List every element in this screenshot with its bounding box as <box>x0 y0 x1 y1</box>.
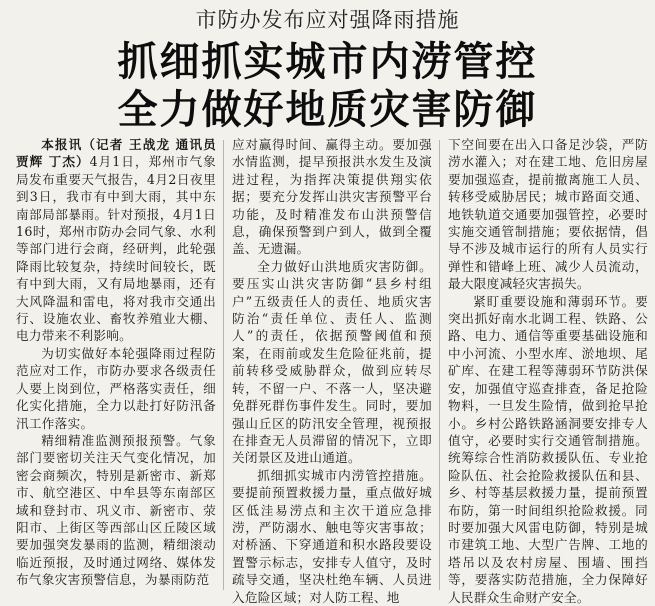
article-paragraph: 紧盯重要设施和薄弱环节。要突出抓好南水北调工程、铁路、公路、电力、通信等重要基础设施和中小河流、小型水库、淤地坝、尾矿库、在建工程等薄弱环节防洪保安，加强值守巡查排查，备足抢险物料，一旦发生险情，做到抢早抢小。乡村公路铁路涵洞要安排专人值守，必要时实行交通管制措施。统筹综合性消防救援队伍、专业抢险队伍、社会抢险救援队伍和县、乡、村等基层救援力量，提前预置布防，第一时间组织抢险救援。同时要加强大风雷电防御，特别是城市建筑工地、大型广告牌、工地的塔吊以及农村房屋、围墙、围挡等，要落实防范措施，全力保障好人民群众生命财产安全。 <box>448 293 648 605</box>
kicker-title: 市防办发布应对强降雨措施 <box>195 8 460 32</box>
article-column-1 <box>16 136 216 596</box>
article-paragraph: 全力做好山洪地质灾害防御。要压实山洪灾害防御“县乡村组户”五级责任人的责任、地质灾害防治“责任单位、责任人、监测人”的责任，依据预警阈值和预案，在雨前或发生危险征兆前，提前转移受威胁群众，做到应转尽转，不留一户、不落一人，坚决避免群死群伤事件发生。同时，要加强山丘区的防汛安全管理，视预报在排查无人员滞留的情况下，立即关闭景区及进山通道。 <box>232 258 432 466</box>
column-divider <box>223 140 224 590</box>
article-column-3 <box>448 136 648 605</box>
article-paragraph: 抓细抓实城市内涝管控措施。要提前预置救援力量，重点做好城区低洼易涝点和主次干道应急排涝，严防溺水、触电等灾害事故；对桥涵、下穿通道和积水路段要设置警示标志，安排专人值守，及时疏导交通，坚决杜绝车辆、人员进入危险区域；对人防工程、地 <box>232 467 432 605</box>
headline-line-1: 抓细抓实城市内涝管控 <box>117 39 538 85</box>
paragraph-text: 4月1日，郑州市气象局发布重要天气报告，4月2日夜里到3日，我市有中到大雨，其中东南部局部暴雨。针对预报，4月1日16时，郑州市防办会同气象、水利等部门进行会商，经研判，此轮强降雨比较复杂，持续时间较长，既有中到大雨，又有局地暴雨，还有大风降温和雷电，将对我市交通出行、设施农业、畜牧养殖业大棚、电力带来不利影响。 <box>16 154 216 344</box>
byline: 本报讯（记者 王战龙 通讯员 贾辉 丁杰） <box>16 137 216 170</box>
article-paragraph: 精细精准监测预报预警。气象部门要密切关注天气变化情况，加密会商频次，特别是新密市、新郑市、航空港区、中牟县等东南部区域和登封市、巩义市、新密市、荥阳市、上街区等西部山区丘陵区域要加强突发暴雨的监测，精细滚动临近预报，及时通过网络、媒体发布气象灾害预警信息，为暴雨防范 <box>16 432 216 588</box>
article-column-2 <box>232 136 432 605</box>
article-paragraph: 下空间要在出入口备足沙袋，严防涝水灌入；对在建工地、危旧房屋要加强巡查，提前撤离施工人员、转移受威胁居民；城市路面交通、地铁轨道交通要加强管控，必要时实施交通管制措施；要依据情，倡导不涉及城市运行的所有人员实行弹性和错峰上班、减少人员流动，最大限度减轻灾害损失。 <box>448 137 648 292</box>
article-paragraph <box>16 136 216 345</box>
column-divider <box>439 140 440 590</box>
headline-line-2: 全力做好地质灾害防御 <box>117 87 538 133</box>
article-paragraph: 应对赢得时间、赢得主动。要加强水情监测，提早预报洪水发生及演进过程，为指挥决策提供翔实依据；要充分发挥山洪灾害预警平台功能，及时精准发布山洪预警信息，确保预警到户到人，做到全覆盖、无遗漏。 <box>232 137 432 257</box>
article-paragraph: 为切实做好本轮强降雨过程防范应对工作，市防办要求各级责任人要上岗到位，严格落实责任，细化实化措施，全力以赴打好防汛备汛工作落实。 <box>16 345 216 431</box>
